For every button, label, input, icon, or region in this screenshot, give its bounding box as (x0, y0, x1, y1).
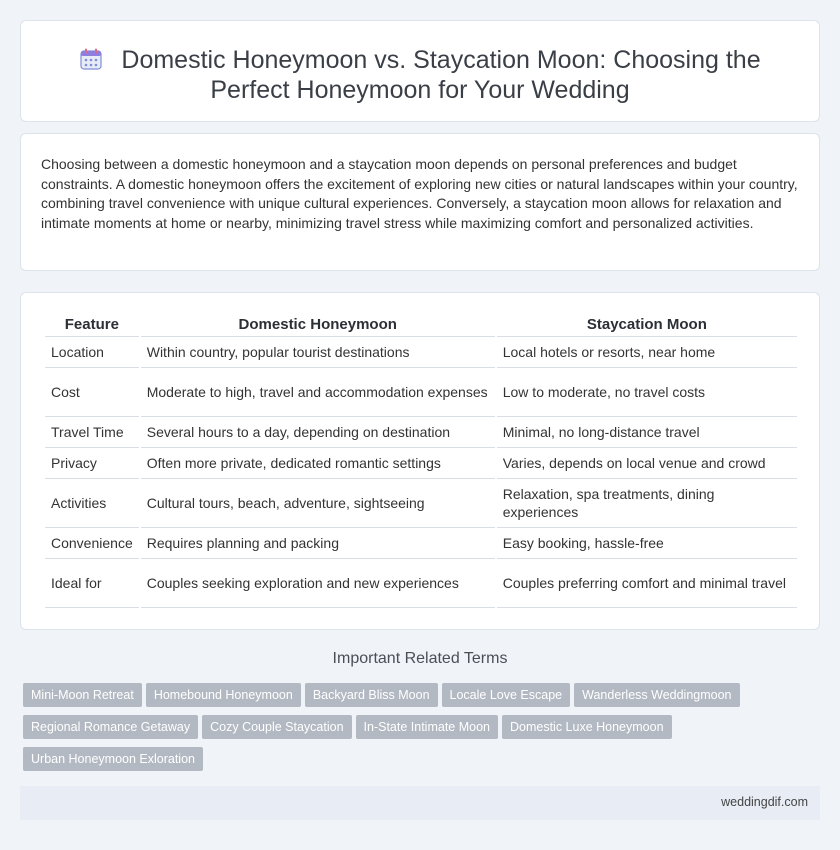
cell-feature: Cost (45, 368, 139, 417)
related-term-tag[interactable]: In-State Intimate Moon (356, 715, 498, 739)
table-row (45, 559, 797, 608)
related-terms-title: Important Related Terms (332, 650, 508, 667)
page-title-wrap (51, 45, 789, 105)
related-term-tag[interactable]: Urban Honeymoon Exloration (23, 747, 203, 771)
table-row (45, 479, 797, 528)
cell-staycation: Low to moderate, no travel costs (497, 368, 797, 417)
cell-staycation: Varies, depends on local venue and crowd (497, 448, 797, 479)
title-card (20, 20, 820, 122)
related-term-tag[interactable]: Locale Love Escape (442, 683, 571, 707)
cell-domestic: Often more private, dedicated romantic settings (141, 448, 495, 479)
related-term-tag[interactable]: Mini-Moon Retreat (23, 683, 142, 707)
cell-staycation: Local hotels or resorts, near home (497, 337, 797, 368)
header-staycation: Staycation Moon (497, 313, 797, 337)
cell-feature: Activities (45, 479, 139, 528)
cell-feature: Ideal for (45, 559, 139, 608)
intro-paragraph: Choosing between a domestic honeymoon and a staycation moon depends on personal preferences and budget constraints. A domestic honeymoon offers the excitement of exploring new cities or natural landscapes within your country, combining travel convenience with unique cultural experiences. Conversely, a staycation moon allows for relaxation and intimate moments at home or nearby, minimizing travel stress while maximizing comfort and personalized activities. (41, 156, 798, 231)
related-term-tag[interactable]: Cozy Couple Staycation (202, 715, 351, 739)
cell-domestic: Requires planning and packing (141, 528, 495, 559)
comparison-card (20, 292, 820, 630)
related-term-tag[interactable]: Homebound Honeymoon (146, 683, 301, 707)
cell-staycation: Minimal, no long-distance travel (497, 417, 797, 448)
related-term-tag[interactable]: Backyard Bliss Moon (305, 683, 438, 707)
cell-feature: Privacy (45, 448, 139, 479)
cell-domestic: Cultural tours, beach, adventure, sightseeing (141, 479, 495, 528)
intro-card (20, 133, 820, 271)
cell-feature: Convenience (45, 528, 139, 559)
table-row (45, 368, 797, 417)
related-term-tag[interactable]: Domestic Luxe Honeymoon (502, 715, 672, 739)
footer-site-name[interactable]: weddingdif.com (721, 795, 808, 809)
table-row (45, 528, 797, 559)
cell-staycation: Couples preferring comfort and minimal travel (497, 559, 797, 608)
cell-domestic: Within country, popular tourist destinations (141, 337, 495, 368)
table-row (45, 448, 797, 479)
cell-domestic: Moderate to high, travel and accommodation expenses (141, 368, 495, 417)
page-title: Domestic Honeymoon vs. Staycation Moon: Choosing the Perfect Honeymoon for Your Wedding (121, 46, 761, 104)
cell-feature: Travel Time (45, 417, 139, 448)
cell-domestic: Couples seeking exploration and new experiences (141, 559, 495, 608)
related-term-tag[interactable]: Wanderless Weddingmoon (574, 683, 739, 707)
header-domestic: Domestic Honeymoon (141, 313, 495, 337)
related-terms-list (23, 683, 823, 779)
footer (20, 786, 820, 820)
header-feature: Feature (45, 313, 139, 337)
cell-domestic: Several hours to a day, depending on destination (141, 417, 495, 448)
comparison-table (43, 313, 799, 608)
related-term-tag[interactable]: Regional Romance Getaway (23, 715, 198, 739)
cell-staycation: Relaxation, spa treatments, dining experiences (497, 479, 797, 528)
table-row (45, 417, 797, 448)
cell-staycation: Easy booking, hassle-free (497, 528, 797, 559)
cell-feature: Location (45, 337, 139, 368)
table-header-row (45, 313, 797, 337)
calendar-icon (79, 47, 103, 71)
table-row (45, 337, 797, 368)
